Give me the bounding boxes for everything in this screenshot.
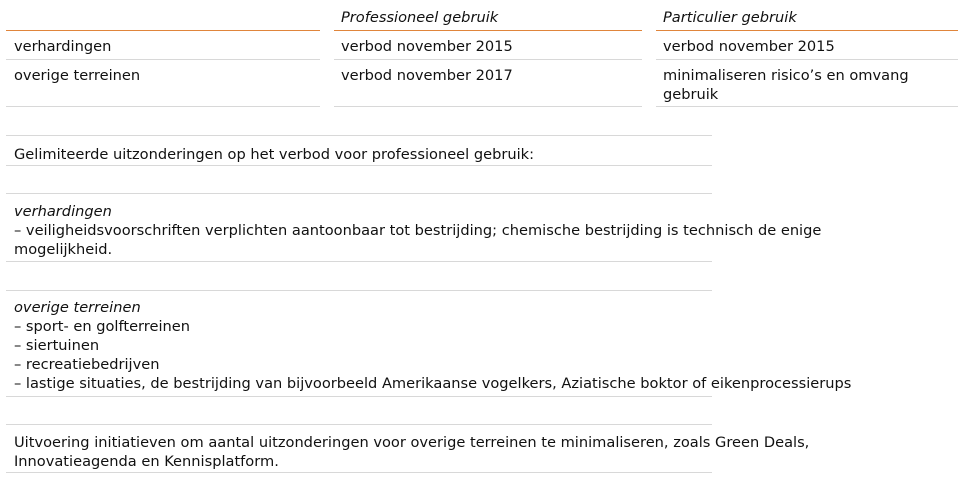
header-rule-col1	[6, 30, 320, 31]
row-divider	[334, 59, 642, 60]
section-divider	[6, 261, 712, 262]
exceptions-footer: Uitvoering initiatieven om aantal uitzonderingen voor overige terreinen te minimaliseren, zoals Green Deals, Innovatieagenda en Kennisplatform.	[14, 434, 810, 470]
section-divider	[6, 424, 712, 425]
exception-line: – lastige situaties, de bestrijding van bijvoorbeeld Amerikaanse vogelkers, Aziatische boktor of eikenprocessierups	[14, 375, 852, 392]
section-divider	[6, 472, 712, 473]
section-divider	[6, 290, 712, 291]
exception-line: – veiligheidsvoorschriften verplichten aantoonbaar tot bestrijding; chemische bestrijding is technisch de enige mogelijkheid.	[14, 222, 822, 258]
row-divider	[334, 106, 642, 107]
cell-verhardingen-professional: verbod november 2015	[341, 38, 513, 55]
column-header-private: Particulier gebruik	[663, 9, 797, 26]
row-divider	[656, 59, 958, 60]
row-label-overige-terreinen: overige terreinen	[14, 67, 141, 84]
row-label-verhardingen: verhardingen	[14, 38, 112, 55]
row-divider	[656, 106, 958, 107]
section-divider	[6, 193, 712, 194]
header-rule-col3	[656, 30, 958, 31]
exception-line: – siertuinen	[14, 337, 100, 354]
cell-verhardingen-private: verbod november 2015	[663, 38, 835, 55]
section-divider	[6, 396, 712, 397]
exceptions-intro: Gelimiteerde uitzonderingen op het verbod voor professioneel gebruik:	[14, 146, 535, 163]
row-divider	[6, 59, 320, 60]
row-divider	[6, 106, 320, 107]
exception-line: – sport- en golfterreinen	[14, 318, 190, 335]
exception-line: – recreatiebedrijven	[14, 356, 160, 373]
cell-overige-private: minimaliseren risico’s en omvang gebruik	[663, 67, 909, 103]
header-rule-col2	[334, 30, 642, 31]
section-divider	[6, 165, 712, 166]
exception-group-title-verhardingen: verhardingen	[14, 203, 112, 220]
section-divider	[6, 135, 712, 136]
cell-overige-professional: verbod november 2017	[341, 67, 513, 84]
exception-group-title-overige-terreinen: overige terreinen	[14, 299, 141, 316]
column-header-professional: Professioneel gebruik	[341, 9, 499, 26]
